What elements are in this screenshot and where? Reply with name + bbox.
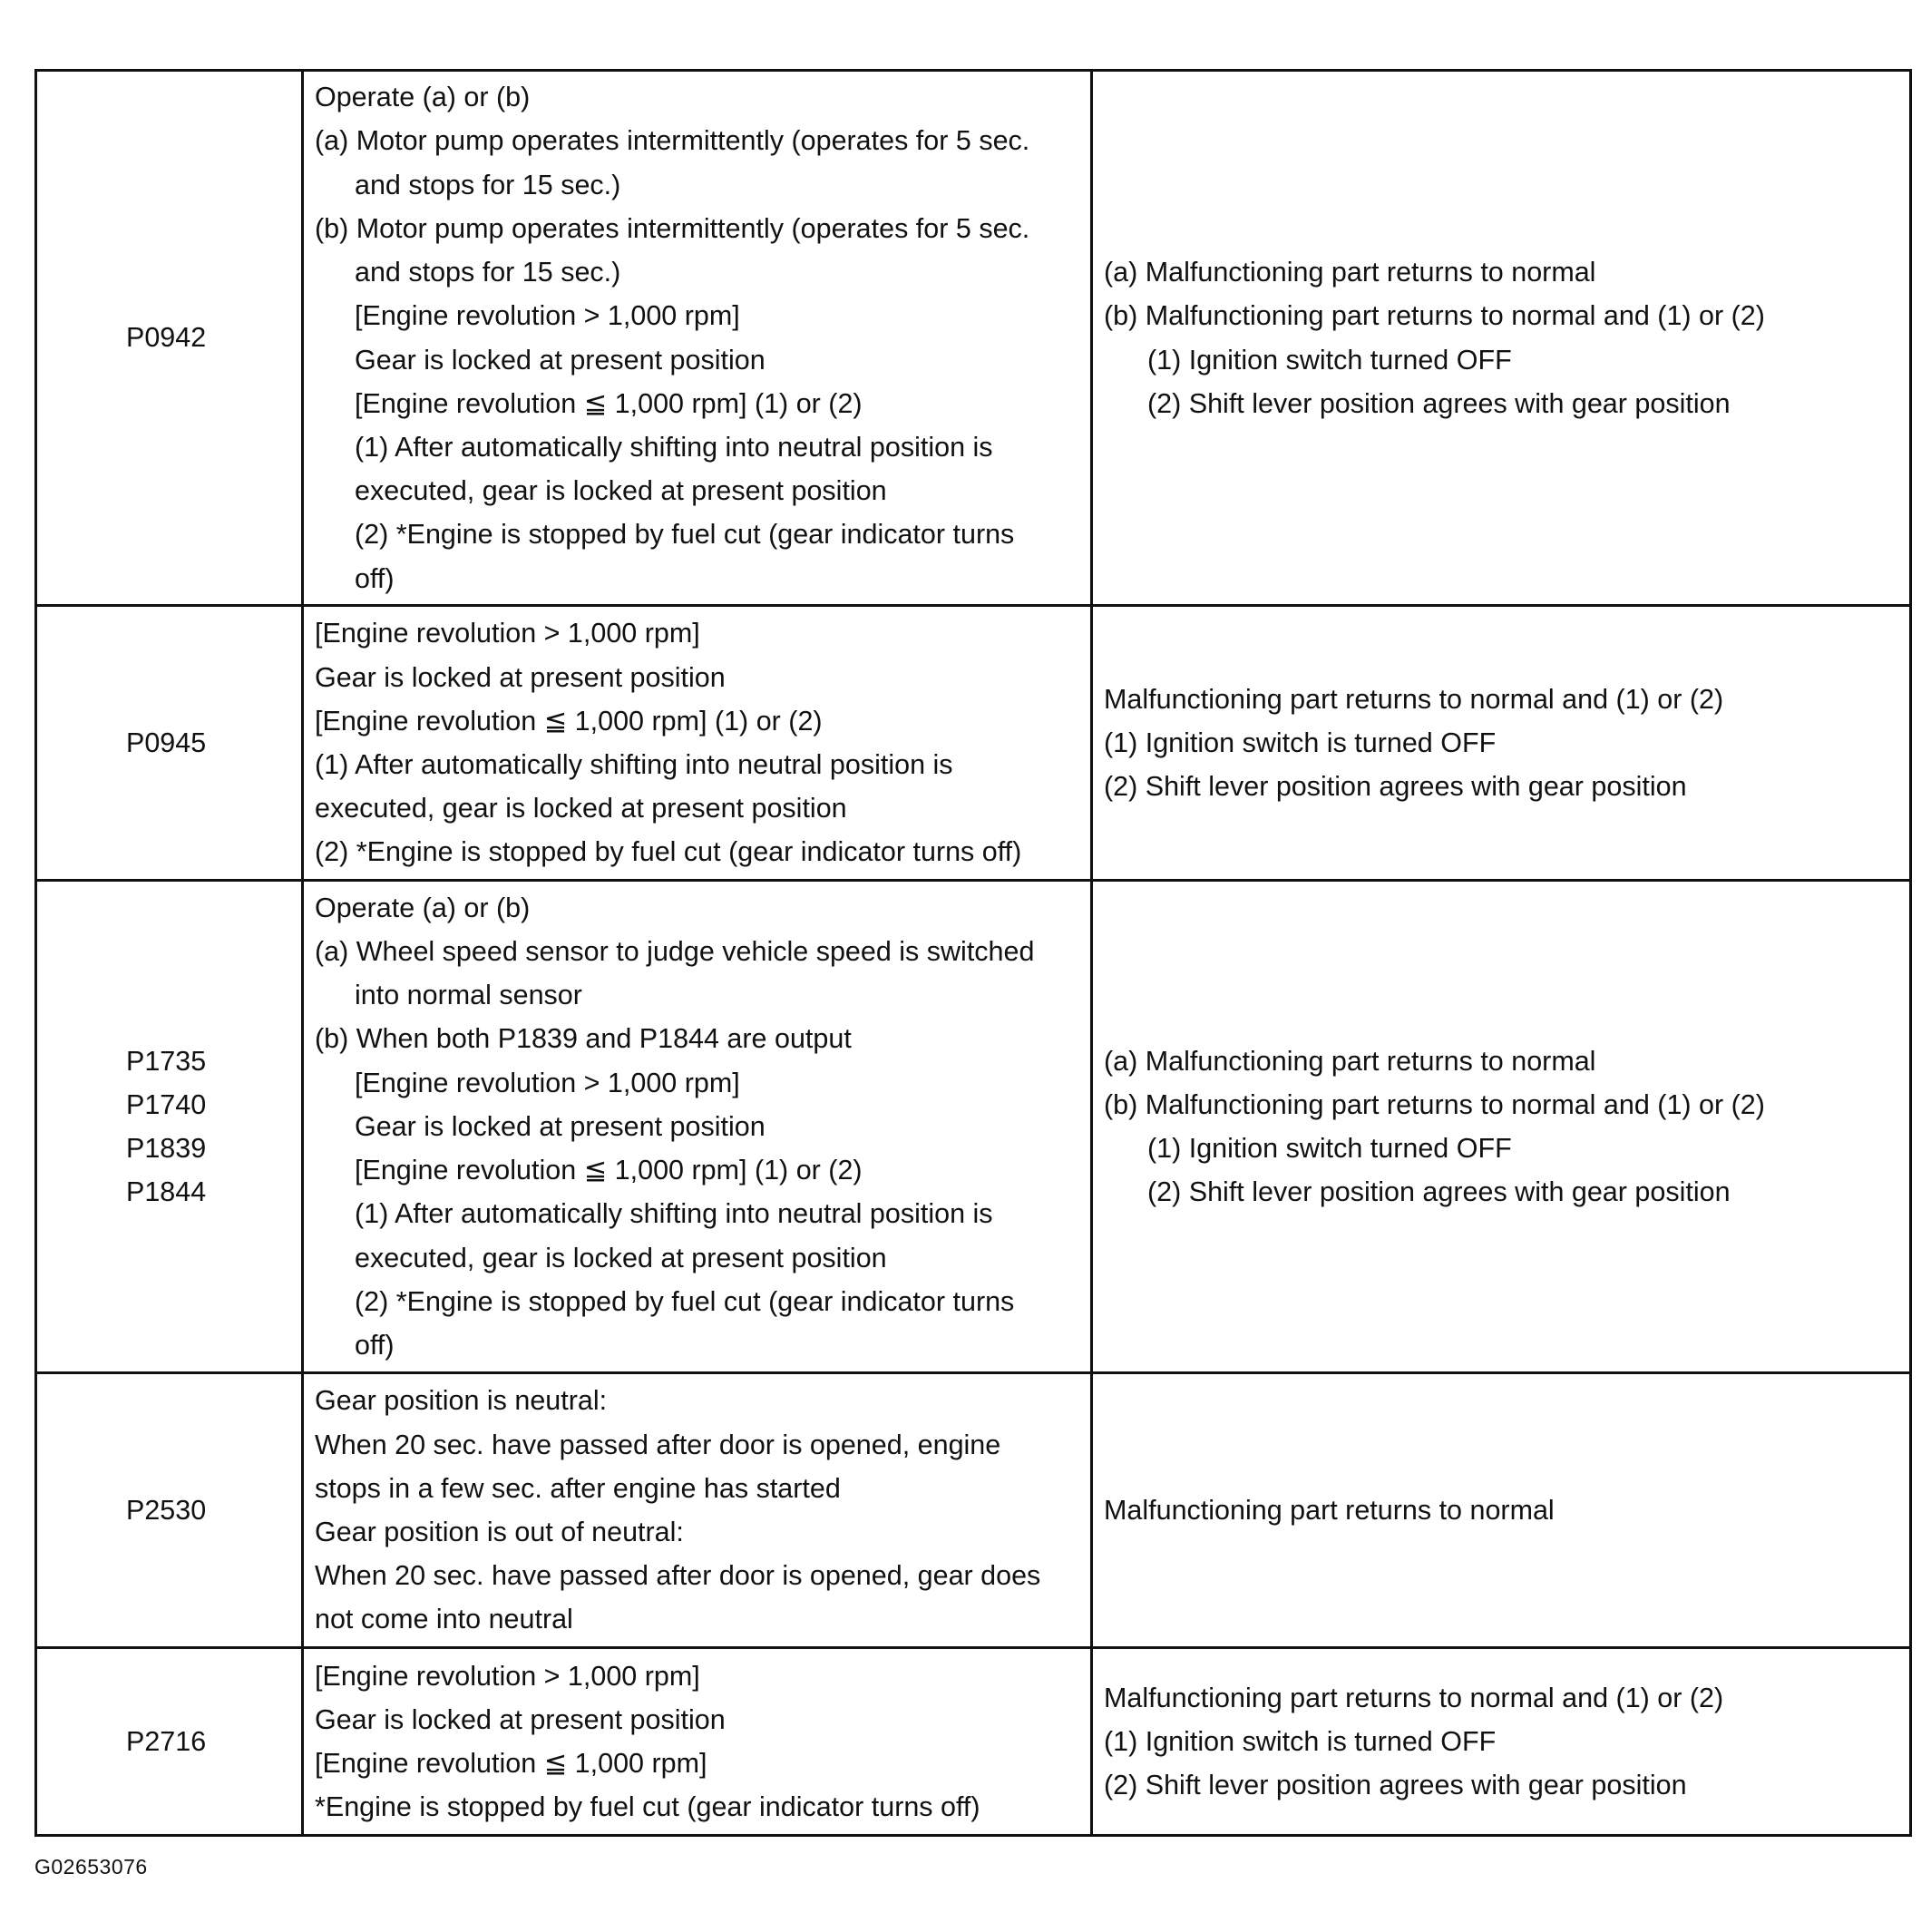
dtc-code: P1844 <box>126 1176 207 1208</box>
operation-line: Gear position is neutral: <box>315 1385 608 1417</box>
deactivation-line: (1) Ignition switch turned OFF <box>1147 1133 1512 1164</box>
operation-line: [Engine revolution ≦ 1,000 rpm] (1) or (2) <box>315 705 823 737</box>
deactivation-line: (2) Shift lever position agrees with gear position <box>1104 1770 1687 1801</box>
operation-line: executed, gear is locked at present position <box>355 1242 887 1273</box>
dtc-code-cell <box>37 72 304 604</box>
dtc-fail-safe-table <box>34 69 1912 1837</box>
deactivation-condition-cell <box>1093 607 1909 879</box>
operation-line: Gear is locked at present position <box>355 344 766 376</box>
operation-line: stops in a few sec. after engine has started <box>315 1472 841 1504</box>
operation-line: executed, gear is locked at present position <box>315 793 847 825</box>
operation-line: (a) Wheel speed sensor to judge vehicle speed is switched <box>315 936 1035 968</box>
dtc-code: P1740 <box>126 1088 207 1120</box>
fail-safe-operation-cell <box>304 1649 1093 1834</box>
deactivation-condition-cell <box>1093 1374 1909 1646</box>
figure-id: G02653076 <box>34 1855 148 1878</box>
deactivation-line: (2) Shift lever position agrees with gear position <box>1104 771 1687 803</box>
deactivation-line: Malfunctioning part returns to normal and (1) or (2) <box>1104 683 1724 715</box>
operation-line: [Engine revolution > 1,000 rpm] <box>355 1067 740 1098</box>
operation-line: [Engine revolution > 1,000 rpm] <box>315 618 700 649</box>
operation-line: When 20 sec. have passed after door is opened, engine <box>315 1429 1001 1460</box>
operation-line: [Engine revolution > 1,000 rpm] <box>315 1660 700 1692</box>
operation-line: Gear position is out of neutral: <box>315 1517 684 1547</box>
operation-line: When 20 sec. have passed after door is opened, gear does <box>315 1560 1041 1592</box>
deactivation-line: (1) Ignition switch turned OFF <box>1147 344 1512 376</box>
operation-line: [Engine revolution > 1,000 rpm] <box>355 300 740 332</box>
table-row <box>37 1649 1909 1834</box>
deactivation-condition-cell <box>1093 72 1909 604</box>
operation-line: Operate (a) or (b) <box>315 892 531 923</box>
dtc-code: P2530 <box>126 1494 207 1526</box>
deactivation-line: (a) Malfunctioning part returns to normal <box>1104 257 1596 288</box>
operation-line: off) <box>355 1329 395 1361</box>
operation-line: Gear is locked at present position <box>315 661 726 693</box>
dtc-code: P1839 <box>126 1133 207 1164</box>
operation-line: (b) When both P1839 and P1844 are output <box>315 1023 852 1055</box>
operation-line: (2) *Engine is stopped by fuel cut (gear indicator turns <box>355 1285 1015 1317</box>
deactivation-line: (b) Malfunctioning part returns to normal and (1) or (2) <box>1104 300 1765 332</box>
operation-line: Gear is locked at present position <box>315 1703 726 1735</box>
operation-line: off) <box>355 562 395 594</box>
operation-line: *Engine is stopped by fuel cut (gear indicator turns off) <box>315 1791 980 1823</box>
deactivation-line: (1) Ignition switch is turned OFF <box>1104 1725 1497 1757</box>
fail-safe-operation-cell <box>304 607 1093 879</box>
table-row <box>37 72 1909 607</box>
operation-line: (1) After automatically shifting into neutral position is <box>355 431 993 463</box>
operation-line: (a) Motor pump operates intermittently (operates for 5 sec. <box>315 125 1030 157</box>
operation-line: into normal sensor <box>355 980 582 1011</box>
operation-line: [Engine revolution ≦ 1,000 rpm] (1) or (2) <box>355 1155 863 1186</box>
operation-line: Operate (a) or (b) <box>315 82 531 113</box>
dtc-code-cell <box>37 882 304 1371</box>
dtc-code-cell <box>37 607 304 879</box>
operation-line: executed, gear is locked at present position <box>355 475 887 507</box>
operation-line: (1) After automatically shifting into neutral position is <box>355 1198 993 1230</box>
dtc-code: P2716 <box>126 1725 207 1757</box>
operation-line: (b) Motor pump operates intermittently (operates for 5 sec. <box>315 212 1030 244</box>
fail-safe-operation-cell <box>304 1374 1093 1646</box>
deactivation-line: (2) Shift lever position agrees with gear position <box>1147 387 1731 419</box>
deactivation-line: Malfunctioning part returns to normal and (1) or (2) <box>1104 1682 1724 1713</box>
deactivation-line: Malfunctioning part returns to normal <box>1104 1494 1555 1526</box>
deactivation-line: (2) Shift lever position agrees with gear position <box>1147 1176 1731 1208</box>
operation-line: [Engine revolution ≦ 1,000 rpm] <box>315 1748 707 1779</box>
operation-line: (2) *Engine is stopped by fuel cut (gear indicator turns off) <box>315 836 1022 868</box>
table-row <box>37 607 1909 882</box>
dtc-code: P0945 <box>126 727 207 758</box>
deactivation-line: (b) Malfunctioning part returns to normal and (1) or (2) <box>1104 1088 1765 1120</box>
deactivation-line: (1) Ignition switch is turned OFF <box>1104 727 1497 758</box>
operation-line: and stops for 15 sec.) <box>355 257 621 288</box>
operation-line: [Engine revolution ≦ 1,000 rpm] (1) or (2) <box>355 387 863 419</box>
dtc-code-cell <box>37 1649 304 1834</box>
deactivation-condition-cell <box>1093 1649 1909 1834</box>
dtc-code: P1735 <box>126 1045 207 1077</box>
dtc-code: P0942 <box>126 322 207 354</box>
operation-line: Gear is locked at present position <box>355 1110 766 1142</box>
dtc-code-cell <box>37 1374 304 1646</box>
table-row <box>37 1374 1909 1649</box>
operation-line: (1) After automatically shifting into neutral position is <box>315 749 953 780</box>
fail-safe-operation-cell <box>304 882 1093 1371</box>
operation-line: (2) *Engine is stopped by fuel cut (gear indicator turns <box>355 519 1015 551</box>
deactivation-condition-cell <box>1093 882 1909 1371</box>
fail-safe-operation-cell <box>304 72 1093 604</box>
table-row <box>37 882 1909 1374</box>
deactivation-line: (a) Malfunctioning part returns to normal <box>1104 1045 1596 1077</box>
operation-line: not come into neutral <box>315 1604 573 1635</box>
operation-line: and stops for 15 sec.) <box>355 169 621 200</box>
